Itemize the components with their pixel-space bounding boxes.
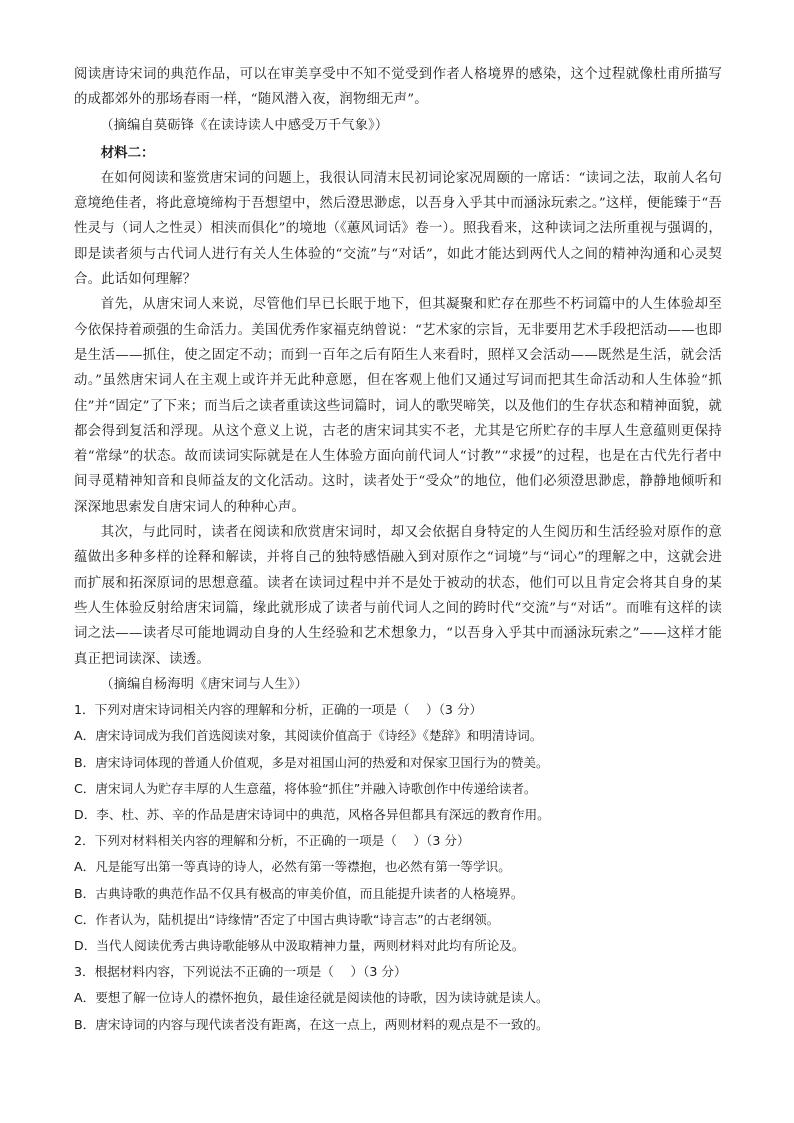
question-list — [74, 697, 722, 1038]
exam-page — [74, 62, 722, 1038]
option-b: B．古典诗歌的典范作品不仅具有极高的审美价值，而且能提升读者的人格境界。 — [74, 885, 524, 901]
option-c: C．唐宋词人为贮存丰厚的人生意蕴，将体验“抓住”并融入诗歌创作中传递给读者。 — [74, 780, 537, 796]
option-a: A．要想了解一位诗人的襟怀抱负，最佳途径就是阅读他的诗歌，因为读诗就是读人。 — [74, 990, 549, 1006]
option-d: D．当代人阅读优秀古典诗歌能够从中汲取精神力量，两则材料对此均有所论及。 — [74, 937, 525, 953]
option-b: B．唐宋诗词的内容与现代读者没有距离，在这一点上，两则材料的观点是不一致的。 — [74, 1016, 549, 1032]
material-two-paragraph: 首先，从唐宋词人来说，尽管他们早已长眠于地下，但其凝聚和贮存在那些不朽词篇中的人生体验却至今依保持着顽强的生命活力。美国优秀作家福克纳曾说：“艺术家的宗旨，无非要用艺术手段把活动——也即是生活——抓住，使之固定不动；而到一百年之后有陌生人来看时，照样又会活动——既然是生活，就会活动。”虽然唐宋词人在主观上或许并无此种意愿，但在客观上他们又通过写词而把其生命活动和人生体验“抓住”并“固定”了下来；而当后之读者重读这些词篇时，词人的歌哭啼笑，以及他们的生存状态和精神面貌，就都会得到复活和浮现。从这个意义上说，古老的唐宋词其实不老，尤其是它所贮存的丰厚人生意蕴则更保持着“常绿”的状态。故而读词实际就是在人生体验方面向前代词人“讨教”“求援”的过程，也是在古代先行者中间寻觅精神知音和良师益友的文化活动。这时，读者处于“受众”的地位，他们必须澄思渺虑，静静地倾听和深深地思索发自唐宋词人的种种心声。 — [74, 297, 722, 515]
material-one-source: （摘编自莫砺锋《在读诗读人中感受万千气象》） — [100, 117, 389, 133]
material-one-paragraph: 阅读唐诗宋词的典范作品，可以在审美享受中不知不觉受到作者人格境界的感染，这个过程就像杜甫所描写的成都郊外的那场春雨一样，“随风潜入夜，润物细无声”。 — [74, 67, 722, 108]
option-a: A．凡是能写出第一等真诗的诗人，必然有第一等襟抱，也必然有第一等学识。 — [74, 859, 511, 875]
option-c: C．作者认为，陆机提出“诗缘情”否定了中国古典诗歌“诗言志”的古老纲领。 — [74, 911, 500, 927]
option-b: B．唐宋诗词体现的普通人价值观，多是对祖国山河的热爱和对保家卫国行为的赞美。 — [74, 754, 549, 770]
option-d: D．李、杜、苏、辛的作品是唐宋诗词中的典范，风格各异但都具有深远的教育作用。 — [74, 806, 550, 822]
material-two-heading: 材料二： — [100, 144, 155, 161]
question-stem: 3．根据材料内容，下列说法不正确的一项是（ ）（3 分） — [74, 964, 407, 980]
material-two-paragraph: 其次，与此同时，读者在阅读和欣赏唐宋词时，却又会依据自身特定的人生阅历和生活经验对原作的意蕴做出多种多样的诠释和解读，并将自己的独特感悟融入到对原作之“词境”与“词心”的理解之中，这就会进而扩展和拓深原词的思想意蕴。读者在读词过程中并不是处于被动的状态，他们可以且肯定会将其自身的某些人生体验反射给唐宋词篇，缘此就形成了读者与前代词人之间的跨时代“交流”与“对话”。而唯有这样的读词之法——读者尽可能地调动自身的人生经验和艺术想象力，“以吾身入乎其中而涵泳玩索之”——这样才能真正把词读深、读透。 — [74, 525, 722, 667]
material-one-tail — [74, 62, 722, 138]
option-a: A．唐宋诗词成为我们首选阅读对象，其阅读价值高于《诗经》《楚辞》和明清诗词。 — [74, 728, 543, 744]
material-two-body — [74, 166, 722, 697]
question-stem: 1．下列对唐宋诗词相关内容的理解和分析，正确的一项是（ ）（3 分） — [74, 702, 483, 718]
material-two-paragraph: 在如何阅读和鉴赏唐宋词的问题上，我很认同清末民初词论家况周颐的一席话：“读词之法，取前人名句意境绝佳者，将此意境缔构于吾想望中，然后澄思渺虑，以吾身入乎其中而涵泳玩索之。”这样，便能臻于“吾性灵与（词人之性灵）相浃而俱化”的境地（《蕙风词话》卷一）。照我看来，这种读词之法所重视与强调的，即是读者须与古代词人进行有关人生体验的“交流”与“对话”，如此才能达到两代人之间的精神沟通和心灵契合。此话如何理解？ — [74, 170, 722, 288]
material-two-source: （摘编自杨海明《唐宋词与人生》） — [100, 676, 308, 692]
question-stem: 2．下列对材料相关内容的理解和分析，不正确的一项是（ ）（3 分） — [74, 833, 470, 849]
